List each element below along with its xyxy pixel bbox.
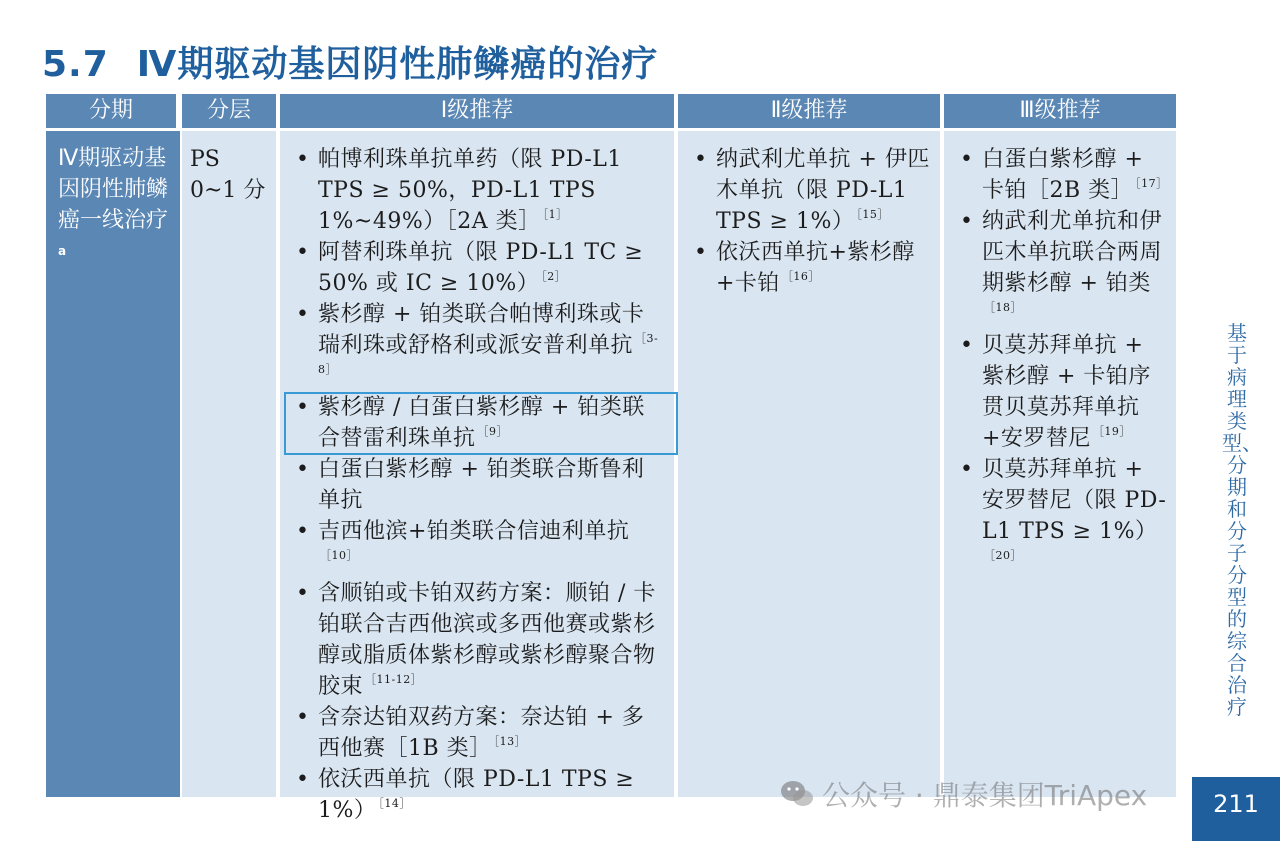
side-label: 基于病理类型、分期和分子分型的综合治疗 [1222,321,1262,719]
header-stage: 分期 [46,94,176,128]
watermark-text: 公众号 · 鼎泰集团TriApex [822,779,1148,812]
item-text: 纳武利尤单抗和伊匹木单抗联合两周期紫杉醇 + 铂类 [982,209,1163,296]
page-title [42,36,658,87]
level2-list [688,144,932,299]
watermark [780,774,1147,814]
list-item [290,237,666,299]
item-text: 纳武利尤单抗 + 伊匹木单抗（限 PD-L1 TPS ≥ 1%） [716,147,930,234]
header-level3: Ⅲ级推荐 [944,94,1176,128]
list-item [688,144,932,237]
list-item [290,144,666,237]
item-text: 含顺铂或卡铂双药方案：顺铂 / 卡铂联合吉西他滨或多西他赛或紫杉醇或脂质体紫杉醇或紫杉醇聚合物胶束 [318,581,656,699]
item-text: 白蛋白紫杉醇 + 铂类联合斯鲁利单抗 [318,457,645,513]
reference-mark: ［10］ [320,549,358,562]
reference-mark: ［17］ [1135,177,1168,190]
list-item [290,702,666,764]
list-item [290,578,666,702]
list-item [954,330,1168,454]
list-item [290,454,666,516]
layer-cell: PS 0~1 分 [182,131,276,797]
item-text: 贝莫苏拜单抗 + 安罗替尼（限 PD-L1 TPS ≥ 1%） [982,457,1167,544]
reference-mark: ［19］ [1092,425,1131,438]
item-text: 含奈达铂双药方案：奈达铂 + 多西他赛［1B 类］ [318,705,645,761]
list-item [954,454,1168,578]
section-title: Ⅳ期驱动基因阴性肺鳞癌的治疗 [136,44,659,85]
list-item [290,764,666,826]
reference-mark: ［15］ [856,208,889,221]
reference-mark: ［2］ [541,270,567,283]
item-text: 贝莫苏拜单抗 + 紫杉醇 + 卡铂序贯贝莫苏拜单抗+安罗替尼 [982,333,1151,451]
reference-mark: ［3-8］ [318,332,659,376]
reference-mark: ［16］ [781,270,820,283]
reference-mark: ［11-12］ [365,673,423,686]
level1-list [290,144,666,826]
wechat-icon [780,779,814,809]
stage-note: a [58,244,67,258]
item-text: 阿替利珠单抗（限 PD-L1 TC ≥ 50% 或 IC ≥ 10%） [318,240,644,296]
list-item [290,392,666,454]
reference-mark: ［14］ [378,797,411,810]
level1-cell [280,131,674,823]
level2-cell [678,131,940,797]
list-item [954,206,1168,330]
header-layer: 分层 [182,94,276,128]
reference-mark: ［1］ [542,208,568,221]
item-text: 吉西他滨+铂类联合信迪利单抗 [318,519,630,544]
item-text: 紫杉醇 + 铂类联合帕博利珠或卡瑞利珠或舒格利或派安普利单抗 [318,302,645,358]
header-level2: Ⅱ级推荐 [678,94,940,128]
item-text: 依沃西单抗（限 PD-L1 TPS ≥ 1%） [318,767,635,823]
level3-cell [944,131,1176,797]
item-text: 白蛋白紫杉醇 + 卡铂［2B 类］ [982,147,1144,203]
reference-mark: ［13］ [493,735,527,748]
list-item [954,144,1168,206]
reference-mark: ［20］ [984,549,1022,562]
header-level1: Ⅰ级推荐 [280,94,674,128]
list-item [290,299,666,392]
item-text: 紫杉醇 / 白蛋白紫杉醇 + 铂类联合替雷利珠单抗 [318,395,645,451]
item-text: 帕博利珠单抗单药（限 PD-L1 TPS ≥ 50%，PD-L1 TPS 1%~49%）［2A 类］ [318,147,622,234]
stage-cell [46,131,180,797]
reference-mark: ［18］ [984,301,1022,314]
list-item [290,516,666,578]
section-number: 5.7 [42,44,109,85]
stage-text: Ⅳ期驱动基因阴性肺鳞癌一线治疗 [58,146,169,233]
page-number: 211 [1213,790,1259,818]
reference-mark: ［9］ [477,425,509,438]
list-item [688,237,932,299]
level3-list [954,144,1168,578]
item-text: 依沃西单抗+紫杉醇+卡铂 [716,240,915,296]
